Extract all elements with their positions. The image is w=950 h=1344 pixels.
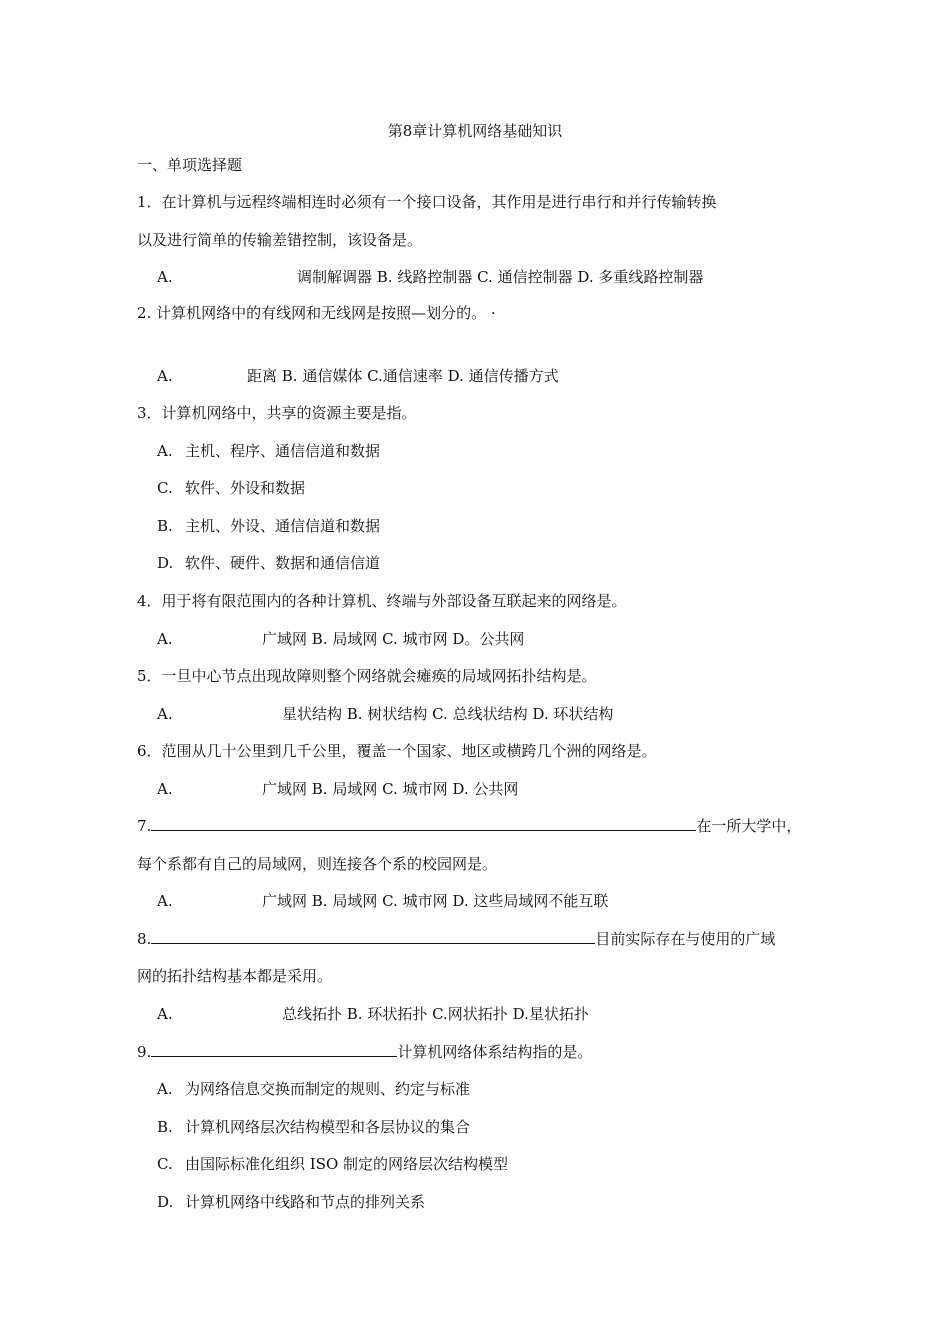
question-9-option-2-letter: B. bbox=[157, 1118, 173, 1136]
question-1-options: 调制解调器 B. 线路控制器 C. 通信控制器 D. 多重线路控制器 bbox=[297, 268, 704, 286]
question-9-option-1-letter: A. bbox=[157, 1080, 173, 1098]
question-1-line-1: 1．在计算机与远程终端相连时必须有一个接口设备，其作用是进行串行和并行传输转换 bbox=[137, 193, 717, 211]
question-3-option-1-letter: A. bbox=[157, 442, 173, 460]
question-3-option-4-letter: D. bbox=[157, 554, 174, 572]
question-4-option-letter: A. bbox=[157, 630, 173, 648]
question-8-answer-blank bbox=[151, 929, 595, 944]
question-7-answer-blank bbox=[151, 816, 696, 831]
question-1-line-2: 以及进行简单的传输差错控制，该设备是。 bbox=[137, 231, 423, 249]
question-7-option-letter: A. bbox=[157, 892, 173, 910]
question-9-option-4-text: 计算机网络中线路和节点的排列关系 bbox=[185, 1193, 426, 1211]
question-3-line-1: 3．计算机网络中，共享的资源主要是指。 bbox=[137, 404, 417, 422]
question-3-option-4-text: 软件、硬件、数据和通信信道 bbox=[185, 554, 381, 572]
question-3-option-2-letter: C. bbox=[157, 479, 173, 497]
question-8-option-letter: A. bbox=[157, 1005, 173, 1023]
question-9-option-1-text: 为网络信息交换而制定的规则、约定与标准 bbox=[185, 1080, 471, 1098]
question-8-line-2: 网的拓扑结构基本都是采用。 bbox=[137, 967, 333, 985]
question-6-line-1: 6．范围从几十公里到几千公里，覆盖一个国家、地区或横跨几个洲的网络是。 bbox=[137, 742, 657, 760]
question-2-line-1: 2. 计算机网络中的有线网和无线网是按照—划分的。 · bbox=[137, 304, 496, 322]
question-4-line-1: 4．用于将有限范围内的各种计算机、终端与外部设备互联起来的网络是。 bbox=[137, 592, 627, 610]
question-9-option-2-text: 计算机网络层次结构模型和各层协议的集合 bbox=[185, 1118, 471, 1136]
question-5-options: 星状结构 B. 树状结构 C. 总线状结构 D. 环状结构 bbox=[282, 705, 614, 723]
question-6-options: 广域网 B. 局域网 C. 城市网 D. 公共网 bbox=[262, 780, 519, 798]
question-9-text: 计算机网络体系结构指的是。 bbox=[397, 1043, 593, 1061]
question-7-line-1 bbox=[137, 816, 801, 836]
question-2-options: 距离 B. 通信媒体 C.通信速率 D. 通信传播方式 bbox=[247, 367, 559, 385]
question-6-option-letter: A. bbox=[157, 780, 173, 798]
question-3-option-1-text: 主机、程序、通信信道和数据 bbox=[185, 442, 381, 460]
question-7-line-2: 每个系都有自己的局域网，则连接各个系的校园网是。 bbox=[137, 855, 498, 873]
question-9-option-3-text: 由国际标准化组织 ISO 制定的网络层次结构模型 bbox=[185, 1155, 509, 1173]
question-3-option-3-letter: B. bbox=[157, 517, 173, 535]
question-5-line-1: 5．一旦中心节点出现故障则整个网络就会瘫痪的局域网拓扑结构是。 bbox=[137, 667, 597, 685]
question-1-option-letter: A. bbox=[157, 268, 173, 286]
question-7-number: 7. bbox=[137, 817, 152, 835]
question-9-option-4-letter: D. bbox=[157, 1193, 174, 1211]
question-9-line-1 bbox=[137, 1042, 592, 1062]
question-9-number: 9. bbox=[137, 1043, 152, 1061]
section-heading: 一、单项选择题 bbox=[137, 156, 243, 174]
question-9-option-3-letter: C. bbox=[157, 1155, 173, 1173]
question-5-option-letter: A. bbox=[157, 705, 173, 723]
question-8-number: 8. bbox=[137, 930, 152, 948]
question-8-options: 总线拓扑 B. 环状拓扑 C.网状拓扑 D.星状拓扑 bbox=[282, 1005, 589, 1023]
question-8-text: 目前实际存在与使用的广域 bbox=[595, 930, 776, 948]
question-9-answer-blank bbox=[151, 1042, 397, 1057]
question-2-option-letter: A. bbox=[157, 367, 173, 385]
question-3-option-2-text: 软件、外设和数据 bbox=[185, 479, 306, 497]
question-3-option-3-text: 主机、外设、通信信道和数据 bbox=[185, 517, 381, 535]
question-7-text: 在一所大学中， bbox=[696, 817, 802, 835]
question-7-options: 广域网 B. 局域网 C. 城市网 D. 这些局域网不能互联 bbox=[262, 892, 609, 910]
question-8-line-1 bbox=[137, 929, 775, 949]
question-4-options: 广域网 B. 局域网 C. 城市网 D。公共网 bbox=[262, 630, 525, 648]
page-title: 第8章计算机网络基础知识 bbox=[387, 122, 563, 140]
